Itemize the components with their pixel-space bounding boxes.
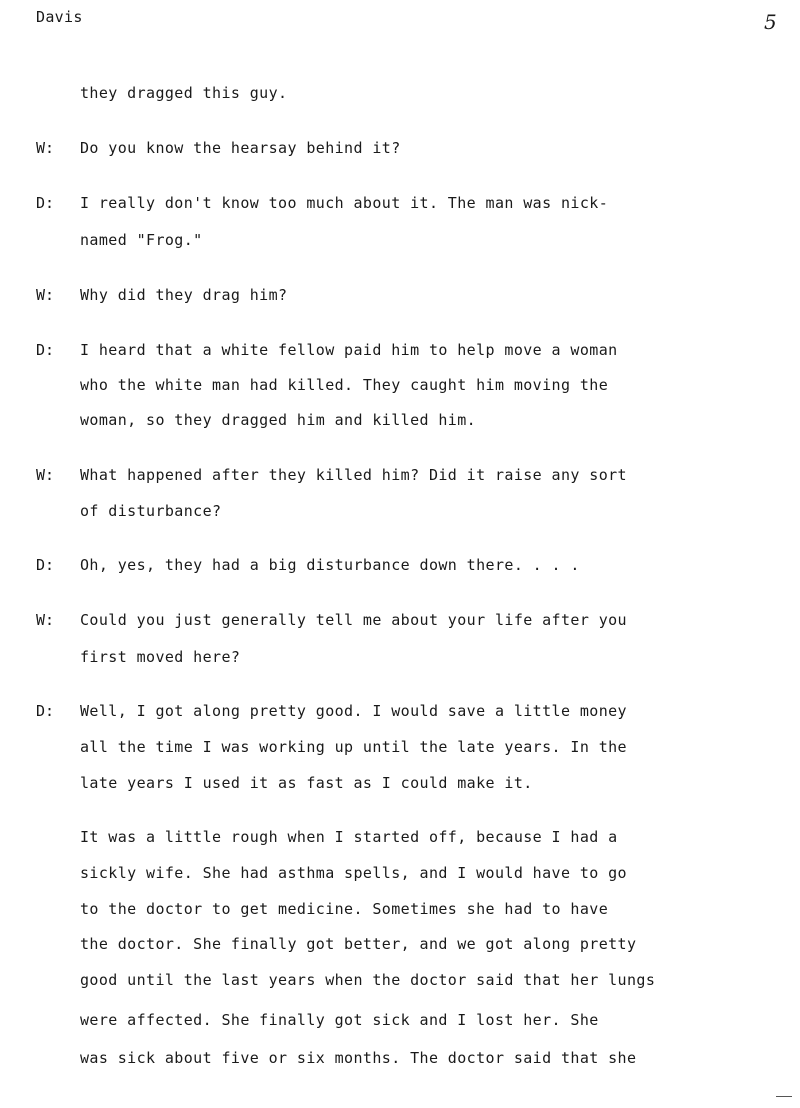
transcript-line: to the doctor to get medicine. Sometimes she had to have (80, 900, 609, 918)
transcript-line: Why did they drag him? (80, 286, 288, 304)
transcript-line: was sick about five or six months. The doctor said that she (80, 1049, 637, 1067)
speaker-label: D: (36, 341, 55, 359)
transcript-line: they dragged this guy. (80, 84, 288, 102)
transcript-line: woman, so they dragged him and killed him. (80, 411, 477, 429)
transcript-line: sickly wife. She had asthma spells, and I would have to go (80, 864, 627, 882)
transcript-line: I heard that a white fellow paid him to help move a woman (80, 341, 618, 359)
speaker-label: D: (36, 556, 55, 574)
corner-mark (776, 1096, 792, 1097)
transcript-line: good until the last years when the doctor said that her lungs (80, 971, 656, 989)
page-number: 5 (764, 10, 777, 34)
transcript-line: late years I used it as fast as I could make it. (80, 774, 533, 792)
transcript-line: all the time I was working up until the late years. In the (80, 738, 627, 756)
speaker-label: W: (36, 466, 55, 484)
header-interviewee-name: Davis (36, 8, 83, 26)
transcript-line: the doctor. She finally got better, and we got along pretty (80, 935, 637, 953)
transcript-line: Oh, yes, they had a big disturbance down there. . . . (80, 556, 580, 574)
speaker-label: W: (36, 286, 55, 304)
transcript-line: It was a little rough when I started off, because I had a (80, 828, 618, 846)
speaker-label: W: (36, 611, 55, 629)
transcript-line: named "Frog." (80, 231, 203, 249)
transcript-line: first moved here? (80, 648, 241, 666)
transcript-line: What happened after they killed him? Did it raise any sort (80, 466, 627, 484)
transcript-line: who the white man had killed. They caught him moving the (80, 376, 609, 394)
transcript-line: of disturbance? (80, 502, 222, 520)
transcript-line: were affected. She finally got sick and I lost her. She (80, 1011, 599, 1029)
speaker-label: D: (36, 194, 55, 212)
transcript-line: I really don't know too much about it. The man was nick- (80, 194, 609, 212)
transcript-line: Do you know the hearsay behind it? (80, 139, 401, 157)
speaker-label: D: (36, 702, 55, 720)
transcript-line: Well, I got along pretty good. I would save a little money (80, 702, 627, 720)
speaker-label: W: (36, 139, 55, 157)
transcript-line: Could you just generally tell me about your life after you (80, 611, 627, 629)
